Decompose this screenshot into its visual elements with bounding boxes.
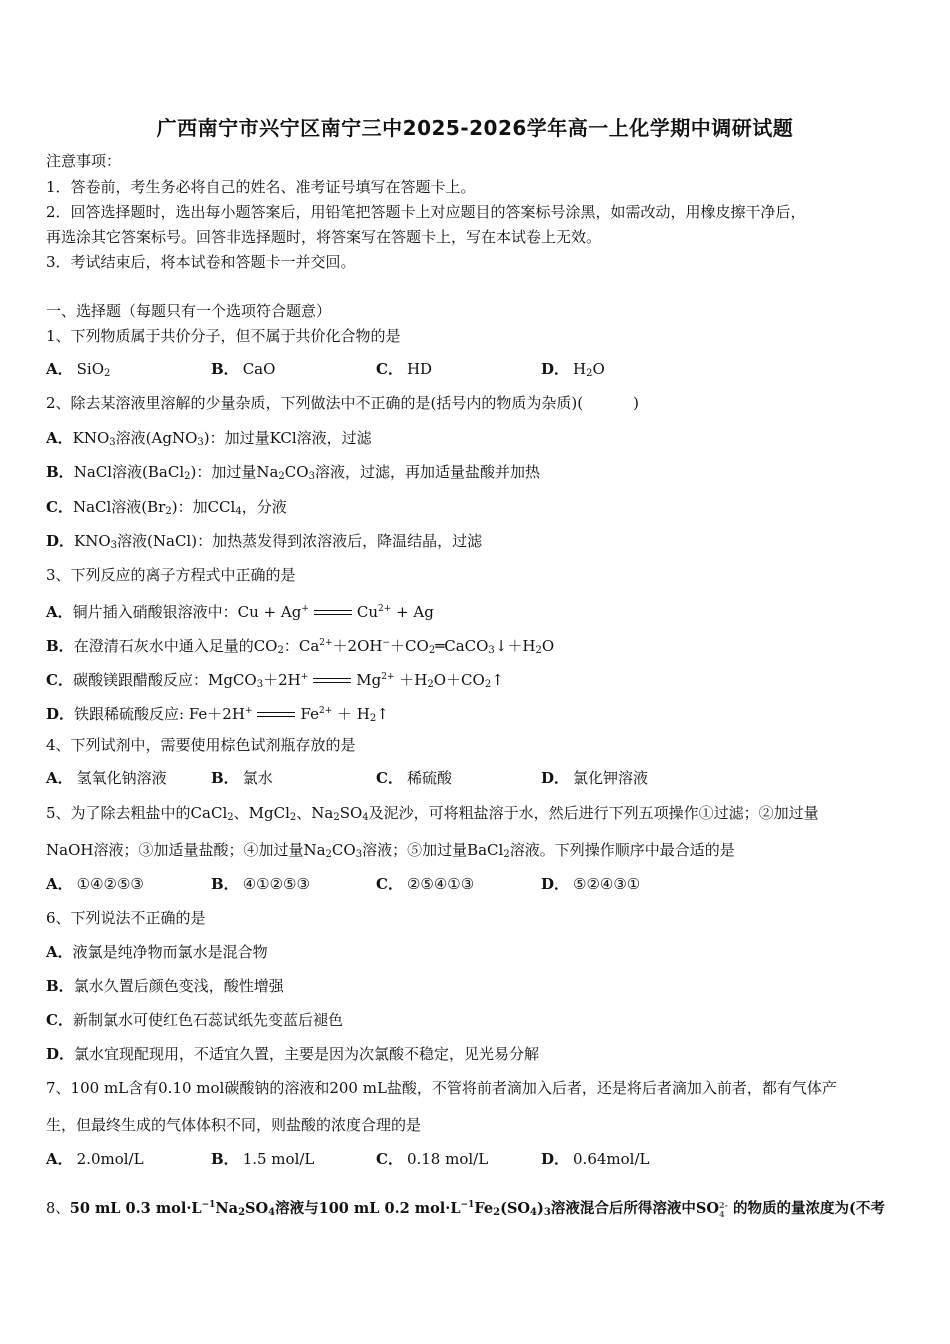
- question-3-option-c: C．碳酸镁跟醋酸反应：MgCO$_3$＋2H+ $Mg^{2+}$ $+H_2O+CO_2↑$: [46, 671, 504, 690]
- option-a: A． ①④②⑤③: [46, 875, 144, 893]
- question-4-options: [46, 768, 706, 788]
- question-2-option-d: D．$KNO_3$溶液(NaCl)：加热蒸发得到浓溶液后，降温结晶，过滤: [46, 532, 483, 551]
- question-5-stem-line-2: NaOH溶液；③加适量盐酸；④加过量$Na_2CO_3$溶液；⑤加过量BaCl$_2$溶液。下列操作顺序中最合适的是: [46, 841, 735, 860]
- question-8-stem: 8、50 mL 0.3 $mol\cdot L^{-1}Na_2SO_4$溶液与100 mL 0.2 $mol\cdot L^{-1}Fe_2(SO_4)_3$溶液混合后所得溶液中SO 2- 4 的物质的量浓度为(不考: [46, 1200, 885, 1219]
- option-a: A． 氢氧化钠溶液: [46, 769, 167, 787]
- question-2-stem: 2、除去某溶液里溶解的少量杂质，下列做法中不正确的是(括号内的物质为杂质)( ): [46, 394, 639, 412]
- question-5-options: [46, 874, 706, 894]
- equals-sign: [313, 676, 351, 686]
- option-c: C． ②⑤④①③: [376, 875, 475, 893]
- note-item: 再选涂其它答案标号。回答非选择题时，将答案写在答题卡上，写在本试卷上无效。: [46, 228, 602, 246]
- question-2-option-c: C．NaCl溶液$(Br_2)$：加CCl$_4$，分液: [46, 498, 287, 517]
- question-5-stem-line-1: 5、为了除去粗盐中的CaCl$_2$、MgCl$_2$、$Na_2SO_4$及泥沙，可将粗盐溶于水，然后进行下列五项操作①过滤；②加过量: [46, 804, 819, 823]
- question-7-stem-line-2: 生，但最终生成的气体体积不同，则盐酸的浓度合理的是: [46, 1116, 422, 1134]
- option-b: B． 1.5 mol/L: [211, 1150, 315, 1168]
- question-3-option-b: B．在澄清石灰水中通入足量的$CO_2$：$Ca^{2+}+2OH^-+CO_2═CaCO_3↓+H_2O$: [46, 637, 555, 656]
- question-1-stem: 1、下列物质属于共价分子，但不属于共价化合物的是: [46, 327, 401, 345]
- option-d: D． 0.64mol/L: [541, 1150, 650, 1168]
- note-item: 1．答卷前，考生务必将自己的姓名、准考证号填写在答题卡上。: [46, 178, 476, 196]
- page-title: 广西南宁市兴宁区南宁三中2025-2026学年高一上化学期中调研试题: [156, 116, 794, 140]
- question-7-options: [46, 1149, 706, 1169]
- question-3-option-d: D．铁跟稀硫酸反应: Fe＋2H+ $Fe^{2+}$ ＋ $H_2↑$: [46, 705, 389, 724]
- question-7-stem-line-1: 7、100 mL含有0.10 mol碳酸钠的溶液和200 mL盐酸，不管将前者滴加入后者，还是将后者滴加入前者，都有气体产: [46, 1079, 837, 1097]
- question-6-option-b: B．氯水久置后颜色变浅，酸性增强: [46, 977, 284, 995]
- question-3-stem: 3、下列反应的离子方程式中正确的是: [46, 566, 296, 584]
- option-d: D． $H_2O$: [541, 360, 605, 379]
- equals-sign: [314, 608, 352, 618]
- option-a: A． 2.0mol/L: [46, 1150, 144, 1168]
- question-6-stem: 6、下列说法不正确的是: [46, 909, 206, 927]
- equals-sign: [257, 710, 295, 720]
- question-4-stem: 4、下列试剂中，需要使用棕色试剂瓶存放的是: [46, 736, 356, 754]
- option-a: A． SiO$_2$: [46, 360, 111, 379]
- note-item: 2．回答选择题时，选出每小题答案后，用铅笔把答题卡上对应题目的答案标号涂黑，如需改动，用橡皮擦干净后，: [46, 203, 806, 221]
- question-2-option-a: A．$KNO_3$溶液(AgNO$_3$)：加过量KCl溶液，过滤: [46, 429, 372, 448]
- option-b: B． CaO: [211, 360, 276, 378]
- question-2-option-b: B．NaCl溶液(BaCl$_2$)：加过量$Na_2CO_3$溶液，过滤，再加适量盐酸并加热: [46, 463, 540, 482]
- question-1-options: [46, 359, 706, 384]
- question-6-option-c: C．新制氯水可使红色石蕊试纸先变蓝后褪色: [46, 1011, 343, 1029]
- option-b: B． ④①②⑤③: [211, 875, 310, 893]
- option-d: D． 氯化钾溶液: [541, 769, 649, 787]
- option-c: C． 稀硫酸: [376, 769, 452, 787]
- notes-heading: 注意事项：: [46, 152, 122, 170]
- option-d: D． ⑤②④③①: [541, 875, 641, 893]
- question-3-option-a: A．铜片插入硝酸银溶液中：Cu + Ag+ $Cu^{2+} + Ag$: [46, 603, 434, 621]
- option-c: C． HD: [376, 360, 433, 378]
- question-6-option-d: D．氯水宜现配现用，不适宜久置，主要是因为次氯酸不稳定，见光易分解: [46, 1045, 540, 1063]
- option-c: C． 0.18 mol/L: [376, 1150, 489, 1168]
- section-heading: 一、选择题（每题只有一个选项符合题意）: [46, 302, 332, 320]
- note-item: 3．考试结束后，将本试卷和答题卡一并交回。: [46, 253, 356, 271]
- option-b: B． 氯水: [211, 769, 273, 787]
- question-6-option-a: A．液氯是纯净物而氯水是混合物: [46, 943, 268, 961]
